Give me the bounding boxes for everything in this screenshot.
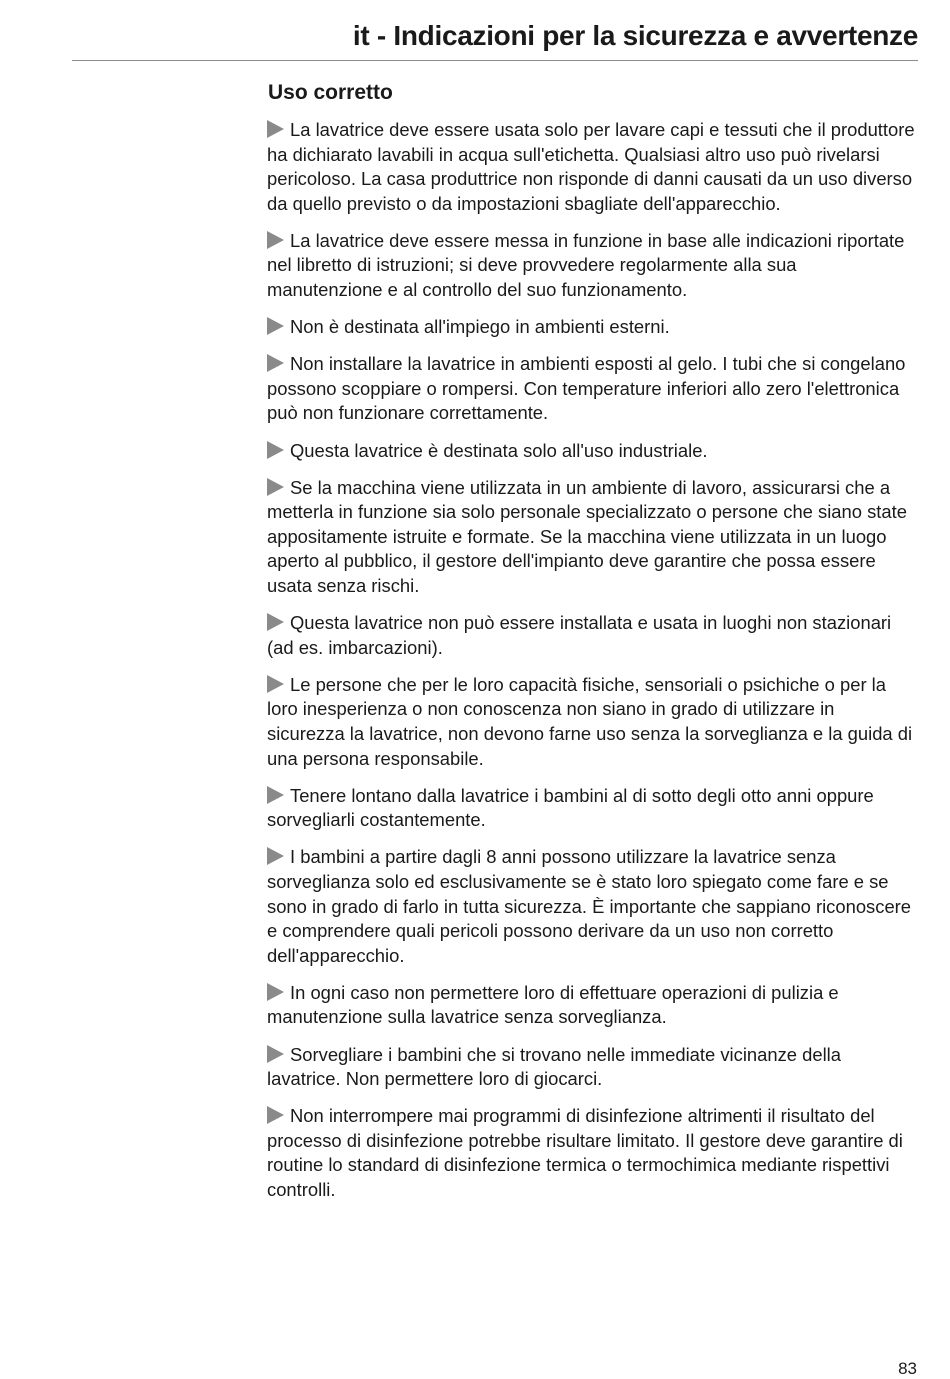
list-item	[267, 229, 917, 303]
list-item	[267, 118, 917, 216]
list-item	[267, 1043, 917, 1092]
list-item	[267, 315, 917, 340]
list-item-text: I bambini a partire dagli 8 anni possono utilizzare la lavatrice senza sorveglianza solo ed esclusivamente se è stato loro spiegato come fare e se sono in grado di farlo in tutta sicurezza. È importante che sappiano riconoscere e comprendere quali pericoli possono derivare da un uso non corretto dell'apparecchio.	[267, 846, 912, 966]
triangle-bullet-icon	[267, 354, 284, 372]
list-item	[267, 784, 917, 833]
triangle-bullet-icon	[267, 983, 284, 1001]
list-item-text: Non installare la lavatrice in ambienti esposti al gelo. I tubi che si congelano possono scoppiare o rompersi. Con temperature inferiori allo zero l'elettronica può non funzionare correttamente.	[267, 353, 906, 424]
list-item-text: Non interrompere mai programmi di disinfezione altrimenti il risultato del processo di disinfezione potrebbe risultare limitato. Il gestore deve garantire di routine lo standard di disinfezione termica o termochimica mediante rispettivi controlli.	[267, 1105, 903, 1200]
triangle-bullet-icon	[267, 120, 284, 138]
list-item	[267, 981, 917, 1030]
triangle-bullet-icon	[267, 786, 284, 804]
list-item-text: Le persone che per le loro capacità fisiche, sensoriali o psichiche o per la loro inesperienza o non conoscenza non siano in grado di utilizzare in sicurezza la lavatrice, non devono farne uso senza la sorveglianza e la guida di una persona responsabile.	[267, 673, 913, 769]
list-item	[267, 476, 917, 599]
section-uso-corretto	[267, 78, 917, 1215]
triangle-bullet-icon	[267, 317, 284, 335]
page-title: it - Indicazioni per la sicurezza e avvertenze	[352, 20, 918, 51]
triangle-bullet-icon	[267, 1106, 284, 1124]
list-item	[267, 352, 917, 426]
triangle-bullet-icon	[267, 231, 284, 249]
list-item-text: Se la macchina viene utilizzata in un ambiente di lavoro, assicurarsi che a metterla in funzione sia solo personale specializzato o persone che siano state appositamente istruite e formate. Se la macchina viene utilizzata in un luogo aperto al pubblico, il gestore dell'impianto deve garantire che possa essere usata senza rischi.	[267, 476, 907, 596]
list-item	[267, 673, 917, 771]
triangle-bullet-icon	[267, 847, 284, 865]
page-header	[72, 18, 918, 61]
safety-list	[267, 118, 917, 1203]
list-item	[267, 1104, 917, 1202]
list-item-text: La lavatrice deve essere messa in funzione in base alle indicazioni riportate nel libretto di istruzioni; si deve provvedere regolarmente alla sua manutenzione e al controllo del suo funzionamento.	[267, 229, 905, 301]
list-item-text: In ogni caso non permettere loro di effettuare operazioni di pulizia e manutenzione sulla lavatrice senza sorveglianza.	[267, 981, 839, 1028]
triangle-bullet-icon	[267, 613, 284, 631]
triangle-bullet-icon	[267, 1045, 284, 1063]
triangle-bullet-icon	[267, 441, 284, 459]
list-item-text: Non è destinata all'impiego in ambienti esterni.	[290, 316, 670, 338]
list-item-text: Questa lavatrice non può essere installata e usata in luoghi non stazionari (ad es. imbarcazioni).	[267, 612, 892, 658]
triangle-bullet-icon	[267, 675, 284, 693]
triangle-bullet-icon	[267, 478, 284, 496]
list-item-text: Tenere lontano dalla lavatrice i bambini al di sotto degli otto anni oppure sorvegliarli costantemente.	[267, 784, 874, 831]
list-item	[267, 611, 917, 660]
section-title: Uso corretto	[268, 81, 393, 104]
list-item	[267, 439, 917, 464]
page-number: 83	[898, 1359, 917, 1378]
list-item	[267, 845, 917, 968]
list-item-text: Sorvegliare i bambini che si trovano nelle immediate vicinanze della lavatrice. Non permettere loro di giocarci.	[267, 1043, 841, 1090]
list-item-text: La lavatrice deve essere usata solo per lavare capi e tessuti che il produttore ha dichiarato lavabili in acqua sull'etichetta. Qualsiasi altro uso può rivelarsi pericoloso. La casa produttrice non risponde di danni causati da un uso diverso da quello previsto o da impostazioni sbagliate dell'apparecchio.	[267, 119, 915, 214]
list-item-text: Questa lavatrice è destinata solo all'uso industriale.	[290, 439, 708, 461]
